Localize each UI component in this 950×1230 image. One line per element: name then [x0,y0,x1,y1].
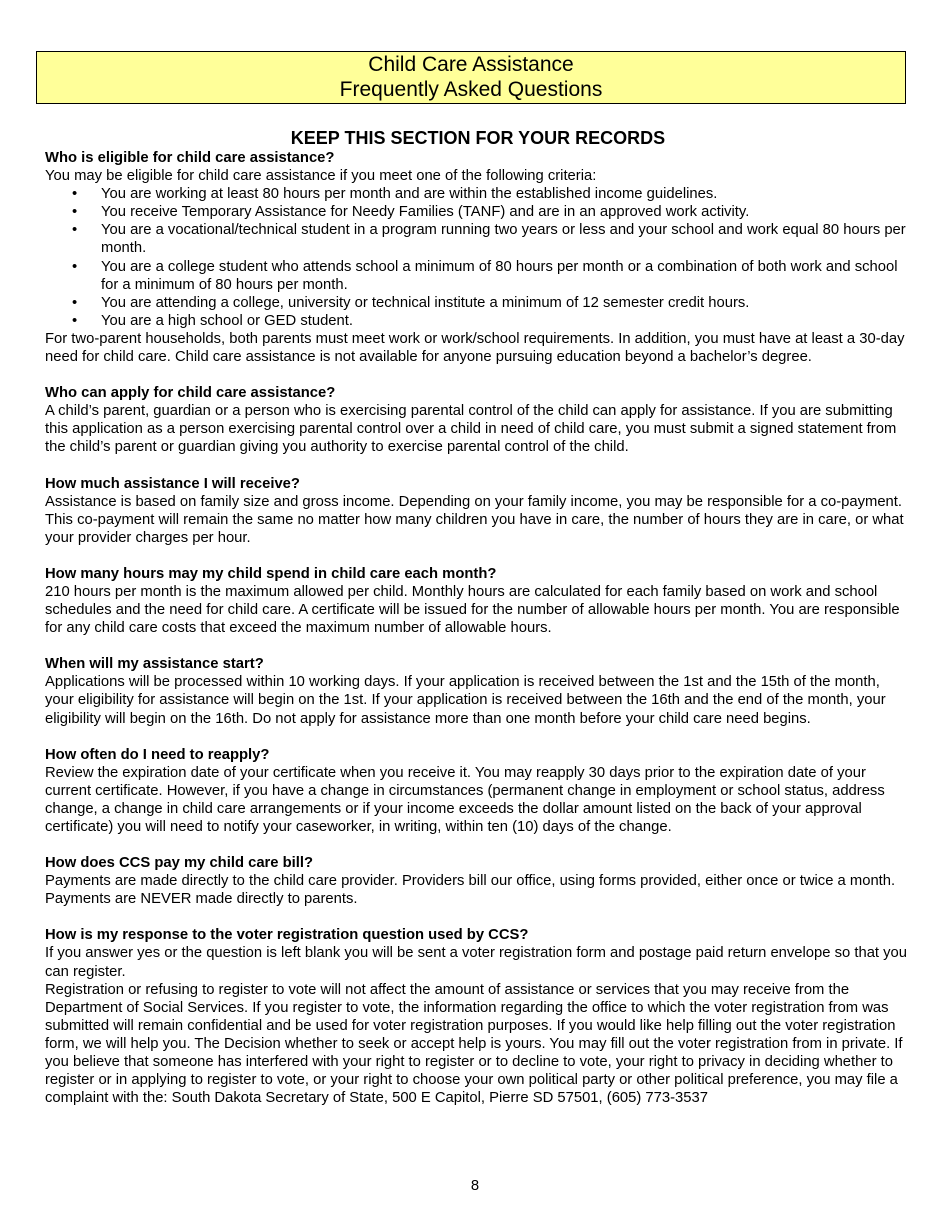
header-title: Child Care Assistance [368,53,574,76]
question-how-much: How much assistance I will receive? [45,475,300,492]
list-item: • You are attending a college, university or technical institute a minimum of 12 semester credit hours. [72,294,750,311]
answer-voter-2: Registration or refusing to register to vote will not affect the amount of assistance or services that you may receive from the Department of Social Services. If you register to vote, the information regarding the office to which the voter registration from was submitted will remain confidential and be used for voter registration purposes. If you would like help filling out the voter registration form, we will help you. The Decision whether to seek or accept help is yours. You may fill out the voter registration from in private. If you believe that someone has interfered with your right to register or to decline to vote, your right to privacy in deciding whether to register or in applying to register to vote, or your right to choose your own political party or other political preference, you may file a complaint with the: South Dakota Secretary of State, 500 E Capitol, Pierre SD 57501, (605) 773-3537 [45,981,903,1107]
answer-voter-1: If you answer yes or the question is left blank you will be sent a voter registration form and postage paid return envelope so that you can register. [45,945,907,980]
eligibility-criteria-list [45,185,911,330]
section-title: KEEP THIS SECTION FOR YOUR RECORDS [290,128,666,148]
bullet-icon: • [72,186,78,203]
bullet-icon: • [72,312,78,329]
bullet-icon: • [72,204,78,221]
question-who-apply: Who can apply for child care assistance? [45,385,336,402]
answer-start: Applications will be processed within 10 working days. If your application is received between the 1st and the 15th of the month, your eligibility for assistance will begin on the 1st. If your application is received between the 16th and the end of the month, your eligibility will begin on the 16th. Do not apply for assistance more than one month before your child care need begins. [45,674,886,727]
list-item: • You are a high school or GED student. [72,312,353,329]
answer-hours: 210 hours per month is the maximum allowed per child. Monthly hours are calculated for each family based on work and school schedules and the need for child care. A certificate will be issued for the number of allowable hours per month. You are responsible for any child care costs that exceed the maximum number of allowable hours. [45,583,900,637]
list-item: • You are a college student who attends school a minimum of 80 hours per month or a combination of both work and school for a minimum of 80 hours per month. [72,258,898,293]
header-subtitle: Frequently Asked Questions [339,78,603,101]
faq-content [45,128,911,1107]
document-header [36,51,906,104]
eligible-after: For two-parent households, both parents must meet work or work/school requirements. In addition, you must have at least a 30-day need for child care. Child care assistance is not available for anyone pursuing education beyond a bachelor’s degree. [45,330,905,366]
page-number: 8 [470,1178,480,1194]
question-eligible: Who is eligible for child care assistance? [45,150,335,166]
question-pay: How does CCS pay my child care bill? [45,855,314,872]
list-item: • You are working at least 80 hours per month and are within the established income guidelines. [72,186,718,203]
bullet-icon: • [72,294,78,311]
bullet-icon: • [72,258,78,275]
answer-how-much: Assistance is based on family size and gross income. Depending on your family income, you may be responsible for a co-payment. This co-payment will remain the same no matter how many children you have in care, the number of hours they are in care, or what your provider charges per hour. [45,493,904,546]
list-item: • You are a vocational/technical student in a program running two years or less and your school and work equal 80 hours per month. [72,222,906,257]
question-voter: How is my response to the voter registration question used by CCS? [45,927,529,944]
answer-pay: Payments are made directly to the child care provider. Providers bill our office, using forms provided, either once or twice a month. Payments are NEVER made directly to parents. [45,873,896,908]
bullet-icon: • [72,222,78,239]
question-start: When will my assistance start? [45,656,264,673]
eligible-intro: You may be eligible for child care assistance if you meet one of the following criteria: [45,168,597,185]
question-reapply: How often do I need to reapply? [45,746,270,763]
answer-who-apply: A child’s parent, guardian or a person who is exercising parental control of the child can apply for assistance. If you are submitting this application as a person exercising parental control over a child in need of child care, you must submit a signed statement from the child’s parent or guardian giving you authority to exercise parental control of the child. [45,403,897,456]
list-item: • You receive Temporary Assistance for Needy Families (TANF) and are in an approved work activity. [72,204,750,221]
question-hours: How many hours may my child spend in child care each month? [45,565,497,582]
answer-reapply: Review the expiration date of your certificate when you receive it. You may reapply 30 days prior to the expiration date of your current certificate. However, if you have a change in circumstances (permanent change in employment or school status, address change, a change in child care arrangements or if your income exceeds the dollar amount listed on the back of your approval certificate) you will need to notify your caseworker, in writing, within ten (10) days of the change. [45,764,885,835]
